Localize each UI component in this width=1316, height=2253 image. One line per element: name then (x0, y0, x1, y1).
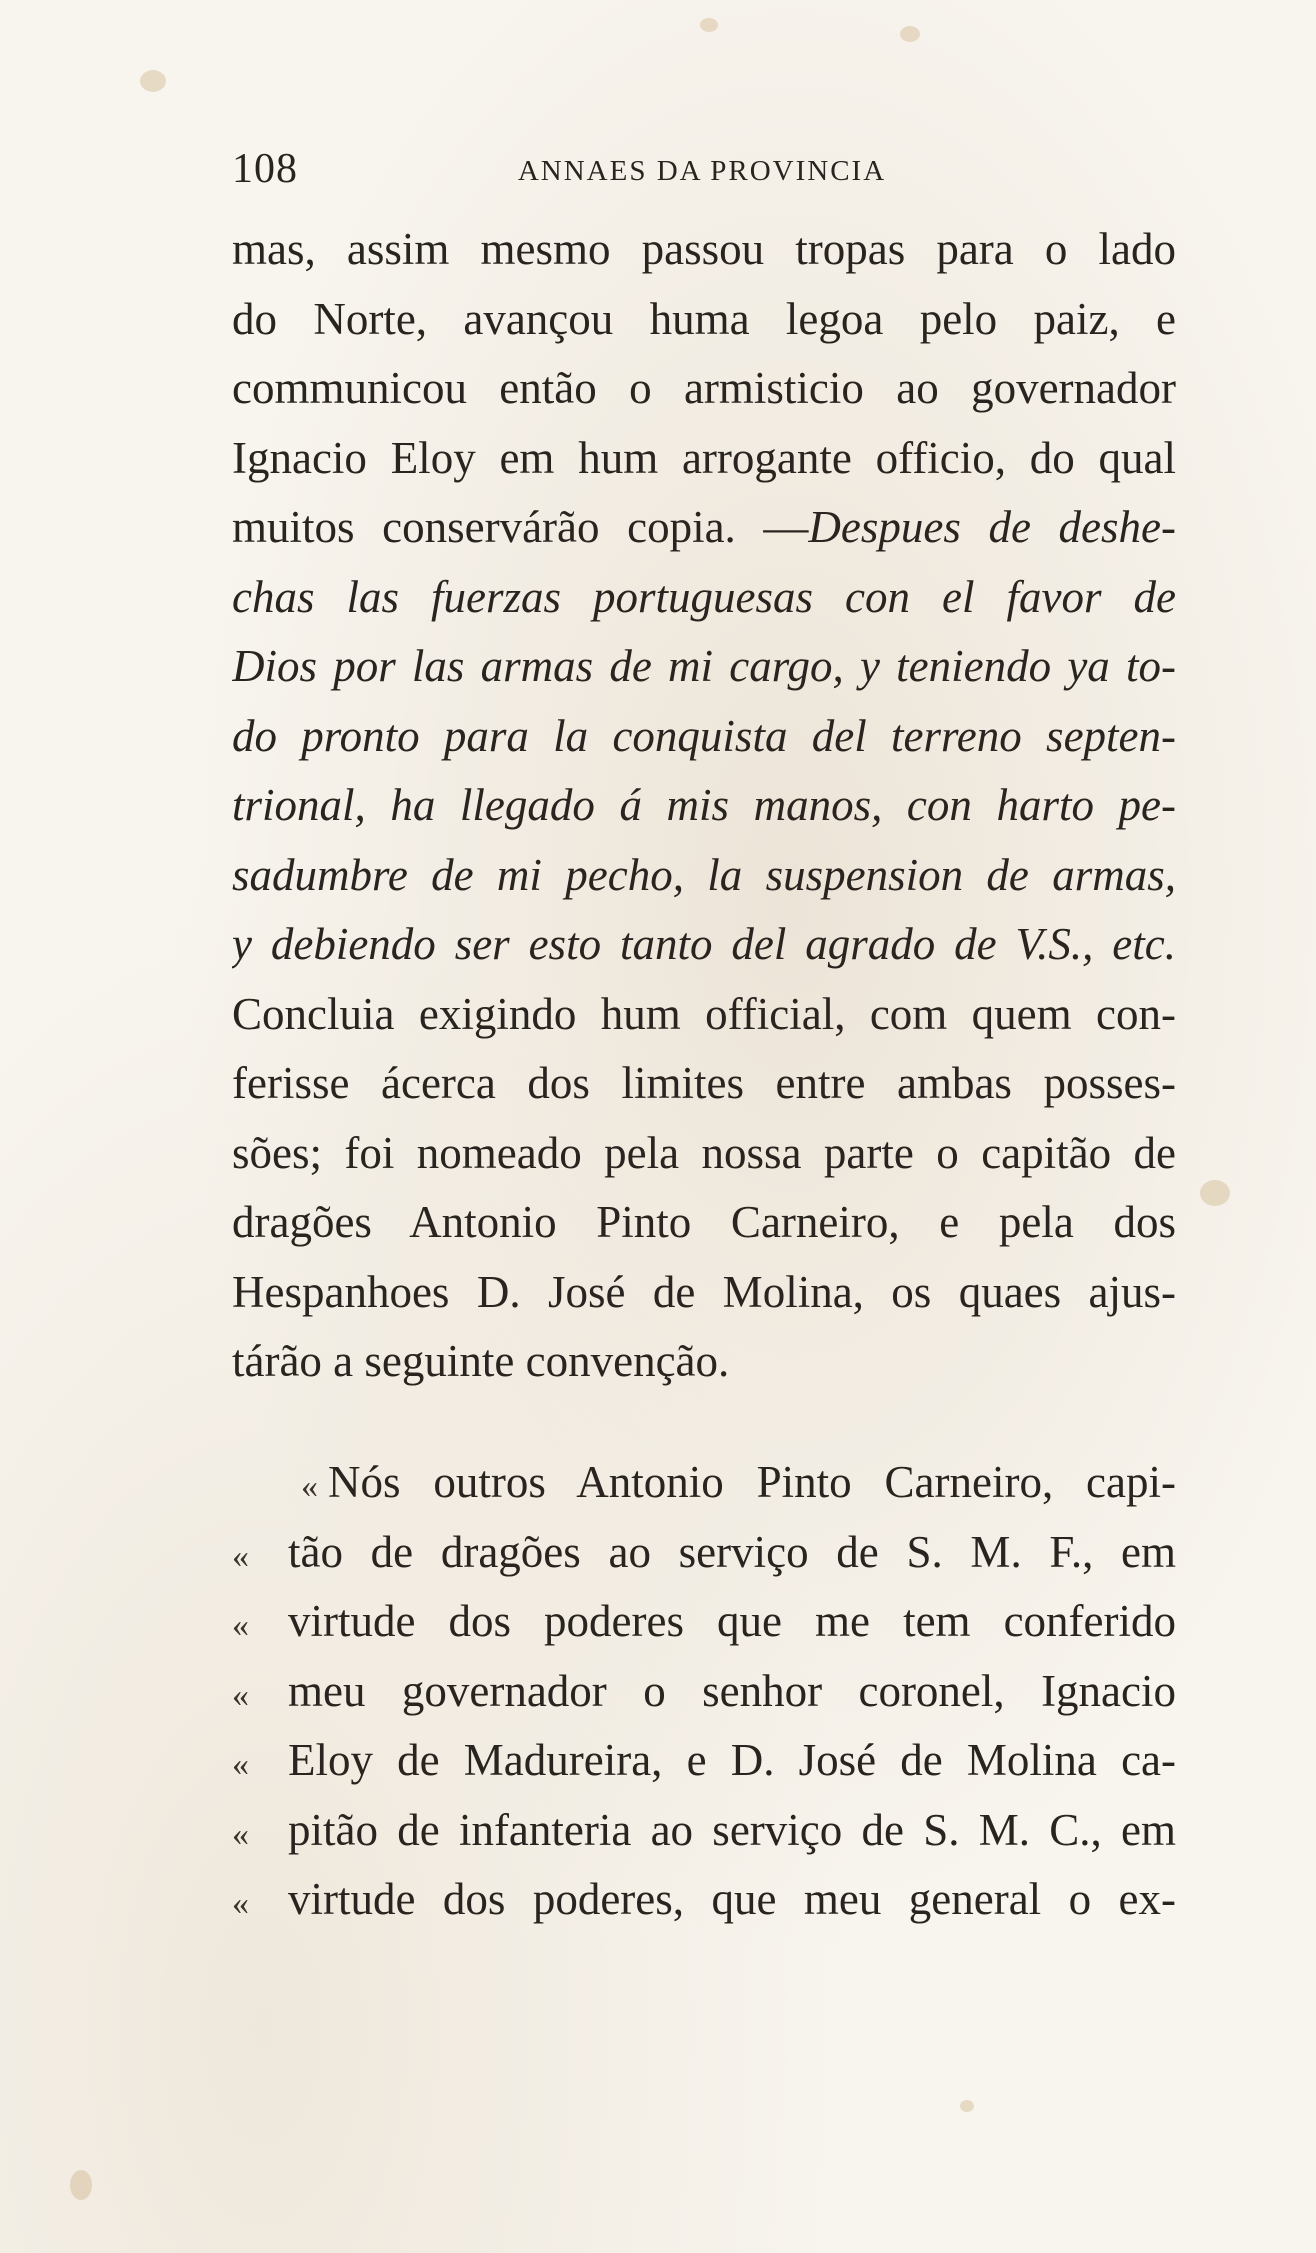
guillemet-mark: « (232, 1885, 249, 1922)
paper-stain (900, 26, 920, 42)
text-line: dragões Antonio Pinto Carneiro, e pela dos (232, 1197, 1176, 1247)
spanish-quote-line: trional, ha llegado á mis manos, con harto pe- (232, 780, 1176, 830)
paper-stain (70, 2170, 92, 2200)
quote-line (232, 1587, 1176, 1657)
paper-stain (1200, 1180, 1230, 1206)
quote-line (232, 1518, 1176, 1588)
spanish-quote-line: sadumbre de mi pecho, la suspension de armas, (232, 849, 1176, 900)
quote-line (232, 1796, 1176, 1866)
quote-line (232, 1865, 1176, 1935)
spanish-quote-line: chas las fuerzas portuguesas con el favor de (232, 571, 1176, 622)
guillemet-mark: « (232, 1815, 249, 1853)
main-paragraph (232, 215, 1176, 1397)
spanish-quote-line: y debiendo ser esto tanto del agrado de V.S., etc. (232, 919, 1176, 969)
page-number: 108 (232, 146, 298, 192)
spanish-quote-line: do pronto para la conquista del terreno septen- (232, 710, 1176, 761)
guillemet-mark: « (232, 1746, 249, 1783)
guillemet-mark: « (232, 1676, 249, 1714)
quote-text: pitão de infanteria ao serviço de S. M. C., em (288, 1804, 1176, 1855)
quote-text: tão de dragões ao serviço de S. M. F., em (288, 1526, 1176, 1577)
text-line: Ignacio Eloy em hum arrogante officio, do qual (232, 432, 1176, 483)
convention-quote (232, 1448, 1176, 1935)
paper-stain (700, 18, 718, 32)
text-line: sões; foi nomeado pela nossa parte o capitão de (232, 1127, 1176, 1178)
quote-line (232, 1726, 1176, 1796)
quote-text: virtude dos poderes, que meu general o ex- (288, 1874, 1176, 1924)
quote-line (232, 1657, 1176, 1727)
text-line: communicou então o armisticio ao governador (232, 363, 1176, 413)
guillemet-mark: « (232, 1537, 249, 1575)
text-line (232, 493, 1176, 563)
quote-text: meu governador o senhor coronel, Ignacio (288, 1665, 1176, 1716)
running-head (232, 145, 1172, 195)
text-line: do Norte, avançou huma legoa pelo paiz, e (232, 293, 1176, 344)
quote-text: Nós outros Antonio Pinto Carneiro, capi- (328, 1457, 1176, 1507)
running-title: ANNAES DA PROVINCIA (517, 155, 887, 187)
guillemet-mark: « (301, 1468, 318, 1505)
quote-line (232, 1448, 1176, 1518)
text-line: Hespanhoes D. José de Molina, os quaes ajus- (232, 1266, 1176, 1317)
quote-text: Eloy de Madureira, e D. José de Molina ca- (288, 1735, 1176, 1785)
text-line-roman: muitos conservárão copia. — (232, 502, 809, 552)
quote-text: virtude dos poderes que me tem conferido (288, 1596, 1176, 1646)
guillemet-mark: « (232, 1607, 249, 1644)
spanish-quote-start: Despues de deshe- (808, 502, 1176, 552)
text-line: mas, assim mesmo passou tropas para o lado (232, 224, 1176, 274)
paper-stain (140, 70, 166, 92)
paper-stain (960, 2100, 974, 2112)
text-line: ferisse ácerca dos limites entre ambas posses- (232, 1058, 1176, 1108)
text-line: tárão a seguinte convenção. (232, 1336, 730, 1386)
spanish-quote-line: Dios por las armas de mi cargo, y teniendo ya to- (232, 641, 1176, 691)
text-line: Concluia exigindo hum official, com quem con- (232, 988, 1176, 1039)
